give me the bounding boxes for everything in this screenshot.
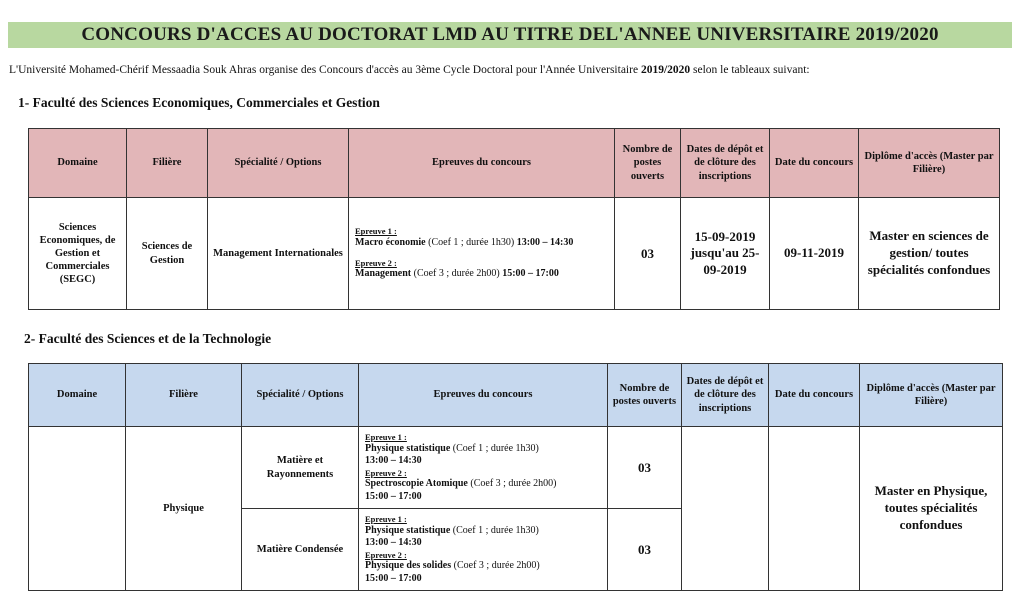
epreuve-1-coef: (Coef 1 ; durée 1h30)	[452, 442, 539, 454]
cell-epreuves	[359, 427, 608, 509]
col-domaine: Domaine	[29, 364, 126, 427]
table-header-row	[29, 129, 1000, 198]
intro-paragraph	[9, 64, 1014, 76]
epreuve-2-time: 15:00 – 17:00	[365, 490, 422, 502]
table-row	[29, 427, 1003, 509]
epreuve-1-time: 13:00 – 14:30	[365, 537, 422, 548]
epreuve-2-time: 15:00 – 17:00	[502, 268, 559, 280]
cell-filiere: Physique	[126, 427, 242, 591]
cell-postes: 03	[615, 198, 681, 310]
col-domaine: Domaine	[29, 129, 127, 198]
epreuve-2-label: Epreuve 2 :	[355, 257, 397, 268]
epreuve-1-coef: (Coef 1 ; durée 1h30)	[428, 237, 517, 248]
epreuve-1-coef: (Coef 1 ; durée 1h30)	[452, 524, 539, 536]
epreuve-1-time: 13:00 – 14:30	[365, 455, 422, 466]
col-epreuves: Epreuves du concours	[359, 364, 608, 427]
cell-postes: 03	[608, 427, 682, 509]
section-heading-economics: 1- Faculté des Sciences Economiques, Commerciales et Gestion	[18, 95, 380, 110]
epreuve-1-name: Physique statistique	[365, 442, 453, 454]
epreuve-2-label: Epreuve 2 :	[365, 467, 407, 478]
col-dates-inscription: Dates de dépôt et de clôture des inscriptions	[681, 129, 770, 198]
cell-epreuves	[359, 509, 608, 591]
col-diplome: Diplôme d'accès (Master par Filière)	[860, 364, 1003, 427]
intro-text-post: selon le tableaux suivant:	[690, 64, 810, 76]
epreuve-2-label: Epreuve 2 :	[365, 549, 407, 560]
col-nombre-postes: Nombre de postes ouverts	[615, 129, 681, 198]
section-heading-technology: 2- Faculté des Sciences et de la Technologie	[24, 331, 272, 346]
cell-date-concours: 09-11-2019	[770, 198, 859, 310]
epreuve-2-name: Spectroscopie Atomique	[365, 478, 471, 490]
cell-specialite: Management Internationales	[208, 198, 349, 310]
cell-domaine: Sciences Economiques, de Gestion et Commerciales (SEGC)	[29, 198, 127, 310]
epreuve-1-label: Epreuve 1 :	[355, 226, 397, 237]
cell-epreuves	[349, 198, 615, 310]
col-specialite: Spécialité / Options	[242, 364, 359, 427]
table-header-row	[29, 364, 1003, 427]
intro-year: 2019/2020	[640, 64, 691, 76]
epreuve-1-label: Epreuve 1 :	[365, 431, 407, 442]
col-nombre-postes: Nombre de postes ouverts	[608, 364, 682, 427]
col-date-concours: Date du concours	[769, 364, 860, 427]
epreuve-2-coef: (Coef 3 ; durée 2h00)	[413, 268, 503, 280]
cell-filiere: Sciences de Gestion	[127, 198, 208, 310]
epreuve-2-coef: (Coef 3 ; durée 2h00)	[453, 560, 540, 572]
epreuve-2-name: Management	[355, 268, 414, 280]
cell-specialite: Matière Condensée	[242, 509, 359, 591]
cell-dates-inscription	[682, 427, 769, 591]
col-filiere: Filière	[127, 129, 208, 198]
col-date-concours: Date du concours	[770, 129, 859, 198]
cell-diplome: Master en sciences de gestion/ toutes spécialités confondues	[859, 198, 1000, 310]
economics-table	[28, 128, 1000, 310]
table-row	[29, 198, 1000, 310]
col-filiere: Filière	[126, 364, 242, 427]
col-specialite: Spécialité / Options	[208, 129, 349, 198]
col-diplome: Diplôme d'accès (Master par Filière)	[859, 129, 1000, 198]
technology-table	[28, 363, 1003, 591]
cell-specialite: Matière et Rayonnements	[242, 427, 359, 509]
page-title: CONCOURS D'ACCES AU DOCTORAT LMD AU TITRE DEL'ANNEE UNIVERSITAIRE 2019/2020	[8, 22, 1012, 48]
intro-text-pre: L'Université Mohamed-Chérif Messaadia Souk Ahras organise des Concours d'accès au 3ème Cycle Doctoral pour l'Année Universitaire	[9, 64, 641, 76]
cell-postes: 03	[608, 509, 682, 591]
cell-domaine	[29, 427, 126, 591]
col-epreuves: Epreuves du concours	[349, 129, 615, 198]
epreuve-1-label: Epreuve 1 :	[365, 513, 407, 524]
epreuve-1-time: 13:00 – 14:30	[516, 237, 574, 248]
epreuve-2-coef: (Coef 3 ; durée 2h00)	[470, 478, 557, 490]
cell-dates-inscription: 15-09-2019 jusqu'au 25-09-2019	[681, 198, 770, 310]
cell-diplome: Master en Physique, toutes spécialités confondues	[860, 427, 1003, 591]
epreuve-2-name: Physique des solides	[365, 560, 454, 572]
epreuve-1-name: Macro économie	[355, 237, 429, 248]
cell-date-concours	[769, 427, 860, 591]
col-dates-inscription: Dates de dépôt et de clôture des inscriptions	[682, 364, 769, 427]
epreuve-2-time: 15:00 – 17:00	[365, 572, 422, 584]
epreuve-1-name: Physique statistique	[365, 524, 453, 536]
